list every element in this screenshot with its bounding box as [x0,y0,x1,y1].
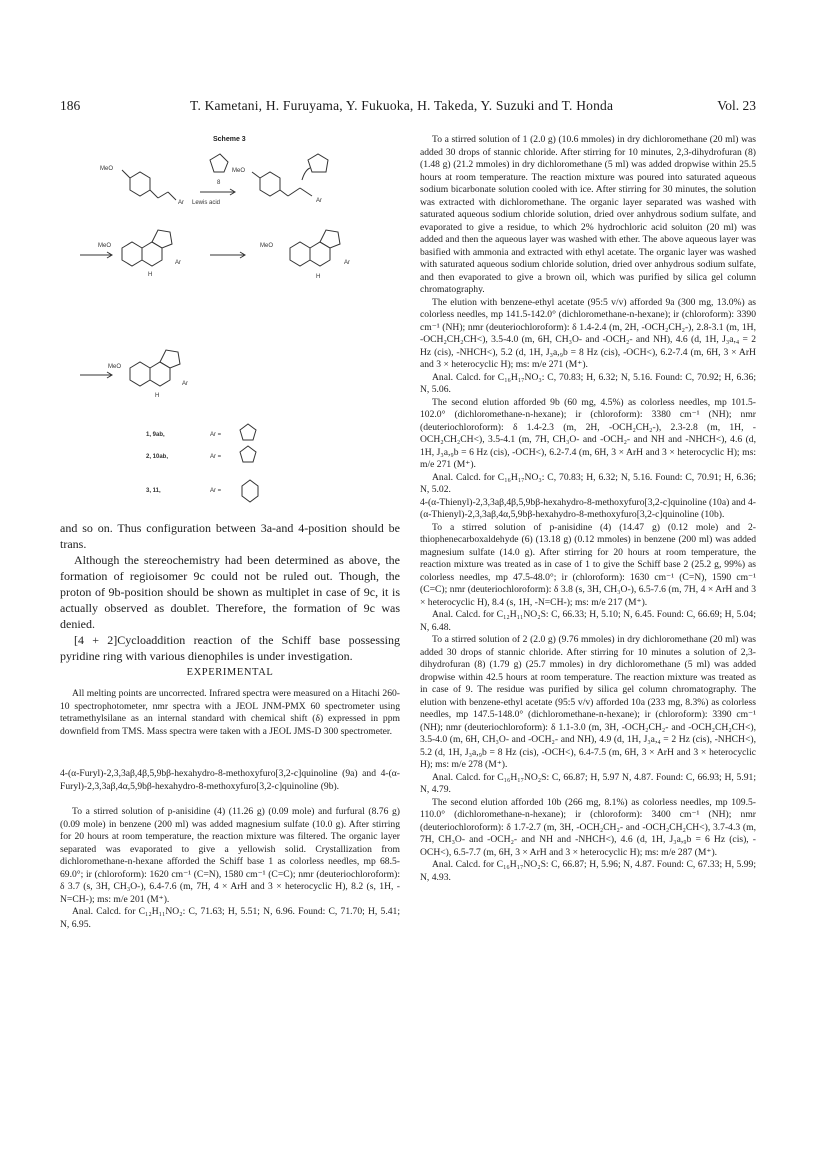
paragraph: All melting points are uncorrected. Infrared spectra were measured on a Hitachi 260-10 spectrophotometer, nmr spectra with a JEOL JNM-PMX 60 spectrometer using tetramethylsilane as an internal standard with chemical shift (δ) expressed in ppm downfield from TMS. Mass spectra were taken with a JEOL JMS-D 300 spectrometer. [60,688,400,737]
paragraph: To a stirred solution of 2 (2.0 g) (9.76 mmoles) in dry dichloromethane (20 ml) was added 30 drops of stannic chloride. After stirring for 10 minutes a solution of 2,3-dihydrofuran (8) (1.79 g) (25.7 mmoles) in dry dichloromethane (5 ml) was added dropwise within 42.5 hours at room temperature. The reaction mixture was treated as in case of 9. The residue was purified by silica gel column chromatography. The elution with benzene-ethyl acetate (95:5 v/v) afforded 10a (233 mg, 8.3%) as colorless needles, mp 147.5-148.0° (dichloromethane-n-hexane); ir (chloroform): 3390 cm⁻¹ (NH); nmr (deuteriochloroform): δ 1.1-3.0 (m, 3H, -OCH₂CH₂- and -OCH₂CH₂CH<), 3.5-4.0 (m, 6H, CH₃O- and -OCH₂- and NH), 4.9 (d, 1H, J₃a,₄ = 2 Hz (cis), -NHCH<), 5.2 (d, 1H, J₃a,₉b = 8 Hz (cis), -OCH<), 6.4-7.5 (m, 6H, 3 × ArH and 3 × heterocyclic H); ms: m/e 278 (M⁺). [420,634,756,770]
paragraph: To a stirred solution of p-anisidine (4) (14.47 g) (0.12 mole) and 2-thiophenecarboxaldehyde (6) (13.18 g) (0.12 mmoles) in benzene (200 ml) was added magnesium sulfate (14.0 g). After stirring for 20 hours at room temperature, the reaction mixture was treated as in case of 1 to give the Schiff base 2 (25.2 g, 99%) as colorless needles, mp 47.5-48.0°; ir (chloroform): 1630 cm⁻¹ (C=N), 1590 cm⁻¹ (C=C); nmr (deuteriochloroform): δ 3.8 (s, 3H, CH₃O-), 6.5-7.6 (m, 7H, 4 × ArH and 3 × heterocyclic H), 8.4 (s, 1H, -N=CH-); ms: m/e 217 (M⁺). [420,521,756,608]
paragraph: Anal. Calcd. for C₁₆H₁₇NO₃: C, 70.83; H, 6.32; N, 5.16. Found: C, 70.91; H, 6.36; N, 5.02. [420,471,756,495]
meo-label: MeO [98,243,112,249]
ar-label: Ar [344,260,350,266]
reaction-scheme [60,140,390,520]
procedure-text [60,806,400,931]
right-column-text [420,134,756,884]
benzene-ring [130,362,150,386]
lewis-acid-label: Lewis acid [192,200,221,206]
compound-heading: 4-(α-Thienyl)-2,3,3aβ,4β,5,9bβ-hexahydro-8-methoxyfuro[3,2-c]quinoline (10a) and 4-(α-Thienyl)-2,3,3aβ,4α,5,9bβ-hexahydro-8-methoxyfuro[3,2-c]quinoline (10b). [420,496,756,520]
paragraph: To a stirred solution of p-anisidine (4) (11.26 g) (0.09 mole) and furfural (8.76 g) (0.09 mole) in benzene (200 ml) was added magnesium sulfate (10.0 g). After stirring for 20 hours at room temperature, the reaction mixture was filtered. The organic layer separated was evaporated to give a yellowish solid. Crystallization from dichloromethane-n-hexane afforded the Schiff base 1 as colorless needles, mp 68.5-69.0°; ir (chloroform): 1620 cm⁻¹ (C=N), 1580 cm⁻¹ (C=C); nmr (deuteriochloroform): δ 3.7 (s, 3H, CH₃O-), 6.4-7.6 (m, 7H, 4 × ArH and 3 × heterocyclic H), 8.2 (s, 1H, -N=CH-); ms: m/e 201 (M⁺). [60,806,400,905]
paragraph: The second elution afforded 10b (266 mg, 8.1%) as colorless needles, mp 109.5-110.0° (dichloromethane-n-hexane); ir (chloroform): 3400 cm⁻¹ (NH); nmr (deuteriochloroform): δ 1.7-2.7 (m, 3H, -OCH₂CH₂- and -OCH₂CH₂CH<), 3.7-4.3 (m, 7H, CH₃O- and -OCH₂- and NH and -NHCH<), 4.6 (d, 1H, J₃a,₉b = 6 Hz (cis), -OCH<), 6.5-7.7 (m, 6H, 3 × ArH and 3 × heterocyclic H); ms: m/e 287 (M⁺). [420,796,756,858]
h-label: H [316,274,321,280]
running-header [60,98,756,118]
paragraph: The second elution afforded 9b (60 mg, 4.5%) as colorless needles, mp 101.5-102.0° (dichloromethane-n-hexane); ir (chloroform): 3380 cm⁻¹ (NH); nmr (deuteriochloroform): δ 1.4-2.3 (m, 2H, -OCH₂CH₂-), 2.3-2.8 (m, 1H, -OCH₂CH₂CH<), 3.5-4.1 (m, 7H, CH₃O- and -OCH₂- and NH and -NHCH<), 4.6 (d, 1H, J₃a,₉b = 6 Hz (cis), -OCH<), 6.2-7.4 (m, 6H, 3 × ArH and 3 × heterocyclic H); ms: m/e 271 (M⁺). [420,396,756,470]
pyridine-ring [242,480,258,502]
experimental-intro [60,688,400,738]
legend-ids: 2, 10ab, [146,454,169,460]
paragraph: [4 + 2]Cycloaddition reaction of the Schiff base possessing pyridine ring with various dienophiles is under investigation. [60,633,400,663]
piperidine-ring [142,242,162,266]
meo-label: MeO [108,364,122,370]
page-number: 186 [60,98,81,113]
authors: T. Kametani, H. Furuyama, Y. Fukuoka, H. Takeda, Y. Suzuki and T. Honda [190,98,614,113]
paragraph: Anal. Calcd. for C₁₆H₁₇NO₂S: C, 66.87; H, 5.97 N, 4.87. Found: C, 66.93; H, 5.91; N, 4.79. [420,771,756,795]
ar-label: Ar [316,198,322,204]
paragraph: Anal. Calcd. for C₁₂H₁₁NO₂S: C, 66.33; H, 5.10; N, 6.45. Found: C, 66.69; H, 5.04; N, 6.48. [420,609,756,633]
reagent-number: 8 [217,180,221,186]
legend-ids: 3, 11, [146,488,161,494]
meo-label: MeO [232,168,246,174]
h-label: H [148,272,153,278]
tetrahydrofuran-ring [320,230,340,248]
volume: Vol. 23 [717,98,756,113]
paragraph: The elution with benzene-ethyl acetate (95:5 v/v) afforded 9a (300 mg, 13.0%) as colorless needles, mp 141.5-142.0° (dichloromethane-n-hexane); ir (chloroform): 3390 cm⁻¹ (NH); nmr (deuteriochloroform): δ 1.4-2.4 (m, 2H, -OCH₂CH₂-), 2.8-3.1 (m, 1H, -OCH₂CH₂CH<), 3.5-4.0 (m, 6H, CH₃O- and -OCH₂- and NH), 4.6 (d, 1H, J₃a,₄ = 2 Hz (cis), -NHCH<), 5.2 (d, 1H, J₃a,₉b = 8 Hz (cis), -OCH<), 6.2-7.4 (m, 6H, 3 × ArH and 3 × heterocyclic H); ms: m/e 271 (M⁺). [420,296,756,370]
tetrahydrofuran-ring [160,350,180,368]
furan-ring [240,424,256,440]
ar-label: Ar [178,200,184,206]
meo-label: MeO [100,166,114,172]
paragraph: Anal. Calcd. for C₁₂H₁₁NO₂: C, 71.63; H, 5.51; N, 6.96. Found: C, 71.70; H, 5.41; N, 6.95. [60,906,400,930]
thiophene-ring [240,446,256,462]
ar-label: Ar [182,381,188,387]
tetrahydroquinoline-ring [150,362,170,386]
compound-title [60,768,400,793]
legend-ar: Ar = [210,454,222,460]
left-body-text [60,520,400,664]
benzene-ring [290,242,310,266]
legend-ids: 1, 9ab, [146,432,165,438]
dihydrofuran-ring [308,154,328,172]
paragraph: Anal. Calcd. for C₁₆H₁₇NO₃: C, 70.83; H, 6.32; N, 5.16. Found: C, 70.92; H, 6.36; N, 5.06. [420,371,756,395]
benzene-ring [122,242,142,266]
piperidine-ring [310,242,330,266]
dihydrofuran-ring [210,154,228,172]
paragraph: and so on. Thus configuration between 3a-and 4-position should be trans. [60,521,400,551]
benzene-ring [260,172,280,196]
compound-heading: 4-(α-Furyl)-2,3,3aβ,4β,5,9bβ-hexahydro-8-methoxyfuro[3,2-c]quinoline (9a) and 4-(α-Furyl)-2,3,3aβ,4α,5,9bβ-hexahydro-8-methoxyfuro[3,2-c]quinoline (9b). [60,768,400,792]
benzene-ring [130,172,150,196]
section-heading: EXPERIMENTAL [186,667,274,678]
scheme-title: Scheme 3 [213,136,246,143]
paragraph: To a stirred solution of 1 (2.0 g) (10.6 mmoles) in dry dichloromethane (20 ml) was added 30 drops of stannic chloride. After stirring for 10 minutes, 2,3-dihydrofuran (8) (1.48 g) (21.2 mmoles) in dry dichloromethane (5 ml) was added dropwise within 25.5 hours at room temperature. The reaction mixture was poured into saturated aqueous sodium bicarbonate solution cooled with ice. After stirring for 30 minutes, the solution was extracted with dichloromethane. The organic layer separated was washed with saturated aqueous sodium chloride solution, dried over anhydrous sodium sulfate, and evaporated to give a residue, to which 2% hydrochloric acid soluiton (20 ml) was added and then the aqueous layer was washed with ether. The above aqueous layer was basified with ammonia and extracted with ethyl acetate. The organic layer was washed with saturated aqueous sodium chloride solution, dried over anhydrous sodium sulfate, and then evaporated to give a brown oil, which was purified by silica gel column chromatography. [420,134,756,295]
legend-ar: Ar = [210,488,222,494]
tetrahydrofuran-ring [152,230,172,248]
ar-label: Ar [175,260,181,266]
h-label: H [155,393,160,399]
legend-ar: Ar = [210,432,222,438]
meo-label: MeO [260,243,274,249]
paragraph: Although the stereochemistry had been determined as above, the formation of regioisomer 9c could not be ruled out. Though, the proton of 9b-position should be shown as multiplet in case of 9c, it is actually observed as doublet. Therefore, the formation of 9c was denied. [60,553,400,631]
paragraph: Anal. Calcd. for C₁₆H₁₇NO₂S: C, 66.87; H, 5.96; N, 4.87. Found: C, 67.33; H, 5.99; N, 4.93. [420,859,756,883]
